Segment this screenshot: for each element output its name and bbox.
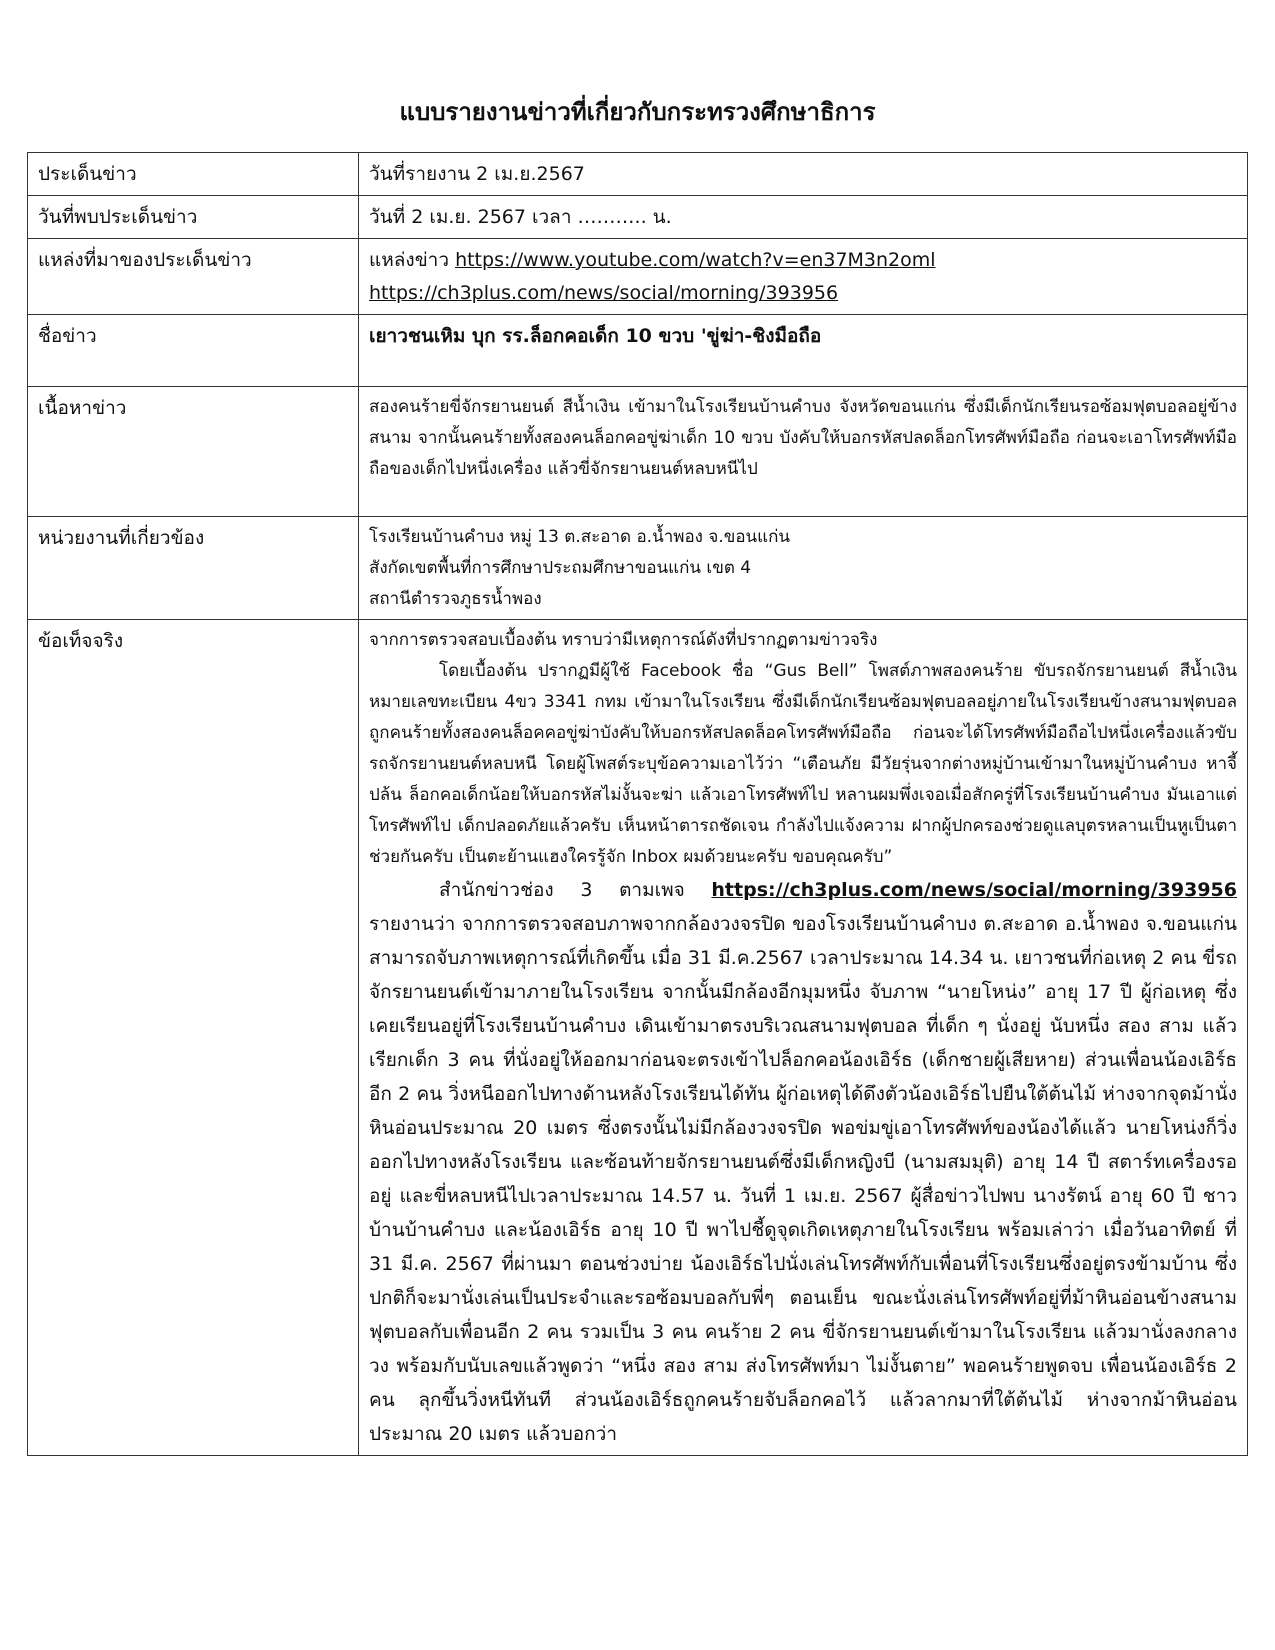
row-issue: [28, 153, 1248, 196]
value-facts: [359, 620, 1248, 1456]
facts-para2-body: รายงานว่า จากการตรวจสอบภาพจากกล้องวงจรปิด ของโรงเรียนบ้านคำบง ต.สะอาด อ.น้ำพอง จ.ขอนแก่น สามารถจับภาพเหตุการณ์ที่เกิดขึ้น เมื่อ 31 มี.ค.2567 เวลาประมาณ 14.34 น. เยาวชนที่ก่อเหตุ 2 คน ขี่รถจักรยานยนต์เข้ามาภายในโรงเรียน จากนั้นมีกล้องอีกมุมหนึ่ง จับภาพ “นายโหน่ง” อายุ 17 ปี ผู้ก่อเหตุ ซึ่งเคยเรียนอยู่ที่โรงเรียนบ้านคำบง เดินเข้ามาตรงบริเวณสนามฟุตบอล ที่เด็ก ๆ นั่งอยู่ นับหนึ่ง สอง สาม แล้วเรียกเด็ก 3 คน ที่นั่งอยู่ให้ออกมาก่อนจะตรงเข้าไปล็อกคอน้องเอิร์ธ (เด็กชายผู้เสียหาย) ส่วนเพื่อนน้องเอิร์ธอีก 2 คน วิ่งหนีออกไปทางด้านหลังโรงเรียนได้ทัน ผู้ก่อเหตุได้ดึงตัวน้องเอิร์ธไปยืนใต้ต้นไม้ ห่างจากจุดม้านั่งหินอ่อนประมาณ 20 เมตร ซึ่งตรงนั้นไม่มีกล้องวงจรปิด พอข่มขู่เอาโทรศัพท์ของน้องได้แล้ว นายโหน่งก็วิ่งออกไปทางหลังโรงเรียน และซ้อนท้ายจักรยานยนต์ซึ่งมีเด็กหญิงบี (นามสมมุติ) อายุ 14 ปี สตาร์ทเครื่องรออยู่ และขี่หลบหนีไปเวลาประมาณ 14.57 น. วันที่ 1 เม.ย. 2567 ผู้สื่อข่าวไปพบ นางรัตน์ อายุ 60 ปี ชาวบ้านบ้านคำบง และน้องเอิร์ธ อายุ 10 ปี พาไปชี้ดูจุดเกิดเหตุภายในโรงเรียน พร้อมเล่าว่า เมื่อวันอาทิตย์ ที่ 31 มี.ค. 2567 ที่ผ่านมา ตอนช่วงบ่าย น้องเอิร์ธไปนั่งเล่นโทรศัพท์กับเพื่อนที่โรงเรียนซึ่งอยู่ตรงข้ามบ้าน ซึ่งปกติก็จะมานั่งเล่นเป็นประจำและรอซ้อมบอลกับพี่ๆ ตอนเย็น ขณะนั่งเล่นโทรศัพท์อยู่ที่ม้าหินอ่อนข้างสนามฟุตบอลกับเพื่อนอีก 2 คน รวมเป็น 3 คน คนร้าย 2 คน ขี่จักรยานยนต์เข้ามาในโรงเรียน แล้วมานั่งลงกลางวง พร้อมกับนับเลขแล้วพูดว่า “หนึ่ง สอง สาม ส่งโทรศัพท์มา ไม่งั้นตาย” พอคนร้ายพูดจบ เพื่อนน้องเอิร์ธ 2 คน ลุกขึ้นวิ่งหนีทันที ส่วนน้องเอิร์ธถูกคนร้ายจับล็อกคอไว้ แล้วลากมาที่ใต้ต้นไม้ ห่างจากม้าหินอ่อนประมาณ 20 เมตร แล้วบอกว่า: [369, 913, 1237, 1445]
value-agencies: [359, 517, 1248, 620]
value-issue: วันที่รายงาน 2 เม.ย.2567: [359, 153, 1248, 196]
label-facts: ข้อเท็จจริง: [28, 620, 359, 1456]
agency-police: สถานีตำรวจภูธรน้ำพอง: [369, 589, 542, 609]
agency-school: โรงเรียนบ้านคำบง หมู่ 13 ต.สะอาด อ.น้ำพอง จ.ขอนแก่น: [369, 527, 791, 547]
row-source: [28, 239, 1248, 315]
source-prefix: แหล่งข่าว: [369, 249, 456, 271]
facts-intro: จากการตรวจสอบเบื้องต้น ทราบว่ามีเหตุการณ์ดังที่ปรากฏตามข่าวจริง: [369, 630, 878, 650]
row-found-date: [28, 196, 1248, 239]
label-issue: ประเด็นข่าว: [28, 153, 359, 196]
value-found-date: วันที่ 2 เม.ย. 2567 เวลา ……….. น.: [359, 196, 1248, 239]
report-table: [27, 152, 1248, 1456]
row-facts: [28, 620, 1248, 1456]
label-source: แหล่งที่มาของประเด็นข่าว: [28, 239, 359, 315]
value-headline: เยาวชนเหิม บุก รร.ล็อกคอเด็ก 10 ขวบ 'ขู่ฆ่า-ชิงมือถือ: [359, 315, 1248, 387]
agency-district: สังกัดเขตพื้นที่การศึกษาประถมศึกษาขอนแก่น เขต 4: [369, 558, 752, 578]
youtube-link[interactable]: https://www.youtube.com/watch?v=en37M3n2oml: [455, 249, 936, 271]
label-content: เนื้อหาข่าว: [28, 387, 359, 517]
label-agencies: หน่วยงานที่เกี่ยวข้อง: [28, 517, 359, 620]
facts-para1: โดยเบื้องต้น ปรากฏมีผู้ใช้ Facebook ชื่อ “Gus Bell” โพสต์ภาพสองคนร้าย ขับรถจักรยานยนต์ สีน้ำเงิน หมายเลขทะเบียน 4ขว 3341 กทม เข้ามาในโรงเรียน ซึ่งมีเด็กนักเรียนซ้อมฟุตบอลอยู่ภายในโรงเรียนข้างสนามฟุตบอล ถูกคนร้ายทั้งสองคนล็อคคอขู่ฆ่าบังคับให้บอกรหัสปลดล็อคโทรศัพท์มือถือ ก่อนจะได้โทรศัพท์มือถือไปหนึ่งเครื่องแล้วขับรถจักรยานยนต์หลบหนี โดยผู้โพสต์ระบุข้อความเอาไว้ว่า “เตือนภัย มีวัยรุ่นจากต่างหมู่บ้านเข้ามาในหมู่บ้านคำบง หาจี้ปล้น ล็อกคอเด็กน้อยให้บอกรหัสไม่งั้นจะฆ่า แล้วเอาโทรศัพท์ไป หลานผมพึ่งเจอเมื่อสักครู่ที่โรงเรียนบ้านคำบง มันเอาแต่โทรศัพท์ไป เด็กปลอดภัยแล้วครับ เห็นหน้าตารถชัดเจน กำลังไปแจ้งความ ฝากผู้ปกครองช่วยดูแลบุตรหลานเป็นหูเป็นตาช่วยกันครับ เป็นตะย้านแฮงใครรู้จัก Inbox ผมด้วยนะครับ ขอบคุณครับ”: [369, 661, 1237, 867]
label-found-date: วันที่พบประเด็นข่าว: [28, 196, 359, 239]
ch3plus-link[interactable]: https://ch3plus.com/news/social/morning/393956: [369, 282, 839, 304]
facts-ch3-link[interactable]: https://ch3plus.com/news/social/morning/393956: [711, 879, 1237, 901]
row-agencies: [28, 517, 1248, 620]
facts-para2-prefix: สำนักข่าวช่อง 3 ตามเพจ: [439, 879, 712, 901]
value-content: สองคนร้ายขี่จักรยานยนต์ สีน้ำเงิน เข้ามาในโรงเรียนบ้านคำบง จังหวัดขอนแก่น ซึ่งมีเด็กนักเรียนรอซ้อมฟุตบอลอยู่ข้างสนาม จากนั้นคนร้ายทั้งสองคนล็อกคอขู่ฆ่าเด็ก 10 ขวบ บังคับให้บอกรหัสปลดล็อกโทรศัพท์มือถือ ก่อนจะเอาโทรศัพท์มือถือของเด็กไปหนึ่งเครื่อง แล้วขี่จักรยานยนต์หลบหนีไป: [359, 387, 1248, 517]
facts-para2: [369, 873, 1237, 1451]
row-content: [28, 387, 1248, 517]
row-headline: [28, 315, 1248, 387]
label-headline: ชื่อข่าว: [28, 315, 359, 387]
value-source: [359, 239, 1248, 315]
page-title: แบบรายงานข่าวที่เกี่ยวกับกระทรวงศึกษาธิการ: [399, 98, 876, 126]
